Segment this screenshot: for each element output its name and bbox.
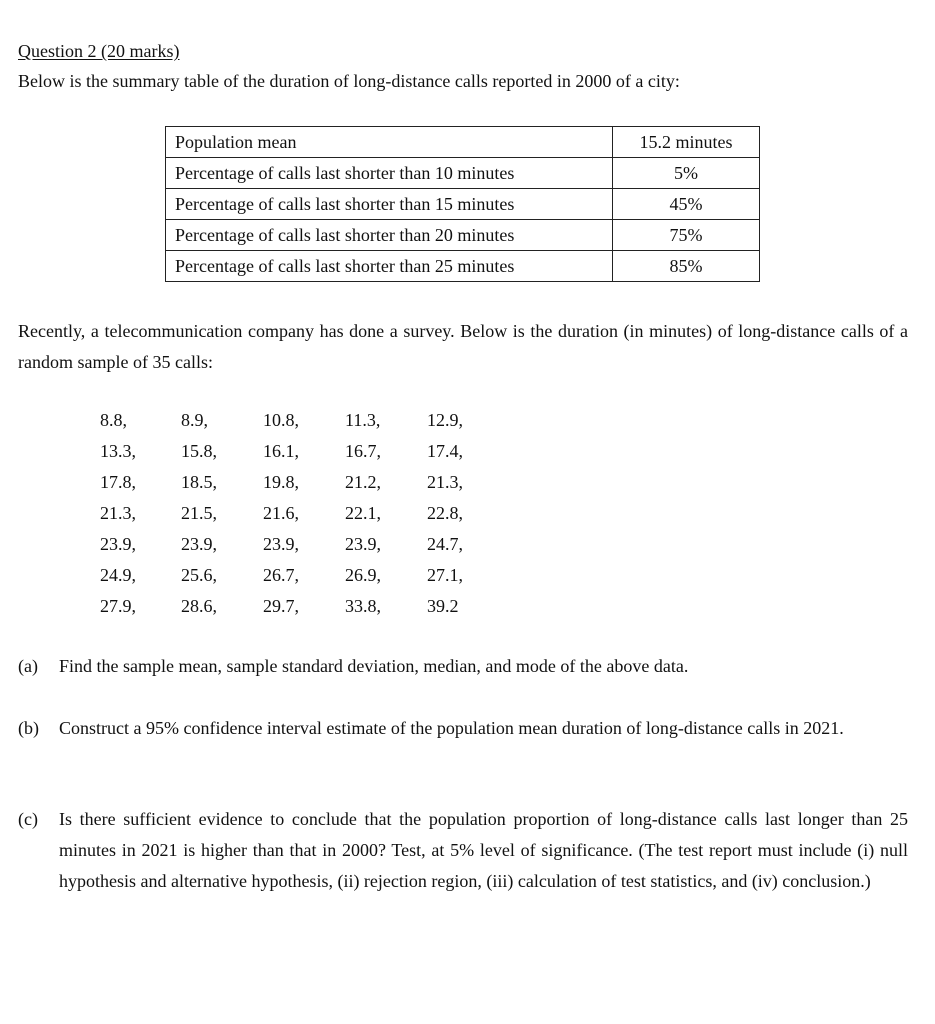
summary-value: 75% — [613, 220, 760, 251]
data-row — [100, 498, 509, 529]
data-value: 23.9, — [181, 534, 217, 554]
data-value: 15.8, — [181, 441, 217, 461]
data-value: 23.9, — [345, 534, 381, 554]
data-value: 27.1, — [427, 565, 463, 585]
data-value: 13.3, — [100, 441, 136, 461]
part-text: Find the sample mean, sample standard deviation, median, and mode of the above data. — [59, 656, 689, 676]
sample-data-grid — [100, 405, 509, 622]
summary-label: Percentage of calls last shorter than 15 minutes — [166, 189, 613, 220]
data-value: 16.7, — [345, 441, 381, 461]
summary-value: 15.2 minutes — [613, 127, 760, 158]
data-value: 22.8, — [427, 503, 463, 523]
data-value: 23.9, — [263, 534, 299, 554]
summary-label: Percentage of calls last shorter than 25 minutes — [166, 251, 613, 282]
data-row — [100, 529, 509, 560]
data-value: 16.1, — [263, 441, 299, 461]
data-value: 21.3, — [100, 503, 136, 523]
summary-label: Percentage of calls last shorter than 10 minutes — [166, 158, 613, 189]
part-letter: (a) — [18, 656, 38, 676]
summary-row — [166, 251, 760, 282]
data-value: 27.9, — [100, 596, 136, 616]
data-row — [100, 591, 509, 622]
part-b — [18, 713, 908, 744]
summary-row — [166, 127, 760, 158]
data-value: 24.9, — [100, 565, 136, 585]
data-value: 26.9, — [345, 565, 381, 585]
data-value: 28.6, — [181, 596, 217, 616]
data-row — [100, 560, 509, 591]
summary-label: Percentage of calls last shorter than 20 minutes — [166, 220, 613, 251]
data-value: 29.7, — [263, 596, 299, 616]
part-letter: (c) — [18, 809, 38, 829]
summary-value: 45% — [613, 189, 760, 220]
data-value: 11.3, — [345, 410, 381, 430]
summary-value: 5% — [613, 158, 760, 189]
data-row — [100, 405, 509, 436]
data-value: 17.8, — [100, 472, 136, 492]
data-value: 8.9, — [181, 410, 208, 430]
data-value: 8.8, — [100, 410, 127, 430]
data-row — [100, 436, 509, 467]
summary-table — [165, 126, 760, 282]
summary-value: 85% — [613, 251, 760, 282]
part-a — [18, 651, 908, 682]
data-value: 24.7, — [427, 534, 463, 554]
data-value: 17.4, — [427, 441, 463, 461]
data-value: 39.2 — [427, 596, 459, 616]
part-c — [18, 804, 908, 897]
data-value: 33.8, — [345, 596, 381, 616]
data-value: 10.8, — [263, 410, 299, 430]
data-value: 25.6, — [181, 565, 217, 585]
summary-label: Population mean — [166, 127, 613, 158]
data-value: 26.7, — [263, 565, 299, 585]
summary-row — [166, 189, 760, 220]
question-heading: Question 2 (20 marks) — [18, 41, 180, 61]
part-letter: (b) — [18, 718, 39, 738]
summary-row — [166, 220, 760, 251]
survey-paragraph: Recently, a telecommunication company has done a survey. Below is the duration (in minutes) of long-distance calls of a random sample of 35 calls: — [18, 321, 908, 372]
summary-row — [166, 158, 760, 189]
data-value: 12.9, — [427, 410, 463, 430]
data-value: 23.9, — [100, 534, 136, 554]
data-value: 22.1, — [345, 503, 381, 523]
data-value: 21.2, — [345, 472, 381, 492]
data-value: 19.8, — [263, 472, 299, 492]
part-text: Is there sufficient evidence to conclude that the population proportion of long-distance calls last longer than 25 minutes in 2021 is higher than that in 2000? Test, at 5% level of significance. (The test report must include (i) null hypothesis and alternative hypothesis, (ii) rejection region, (iii) calculation of test statistics, and (iv) conclusion.) — [59, 809, 908, 891]
data-value: 21.3, — [427, 472, 463, 492]
data-row — [100, 467, 509, 498]
question-intro: Below is the summary table of the duration of long-distance calls reported in 2000 of a city: — [18, 71, 680, 91]
data-value: 18.5, — [181, 472, 217, 492]
data-value: 21.6, — [263, 503, 299, 523]
data-value: 21.5, — [181, 503, 217, 523]
part-text: Construct a 95% confidence interval estimate of the population mean duration of long-distance calls in 2021. — [59, 718, 844, 738]
